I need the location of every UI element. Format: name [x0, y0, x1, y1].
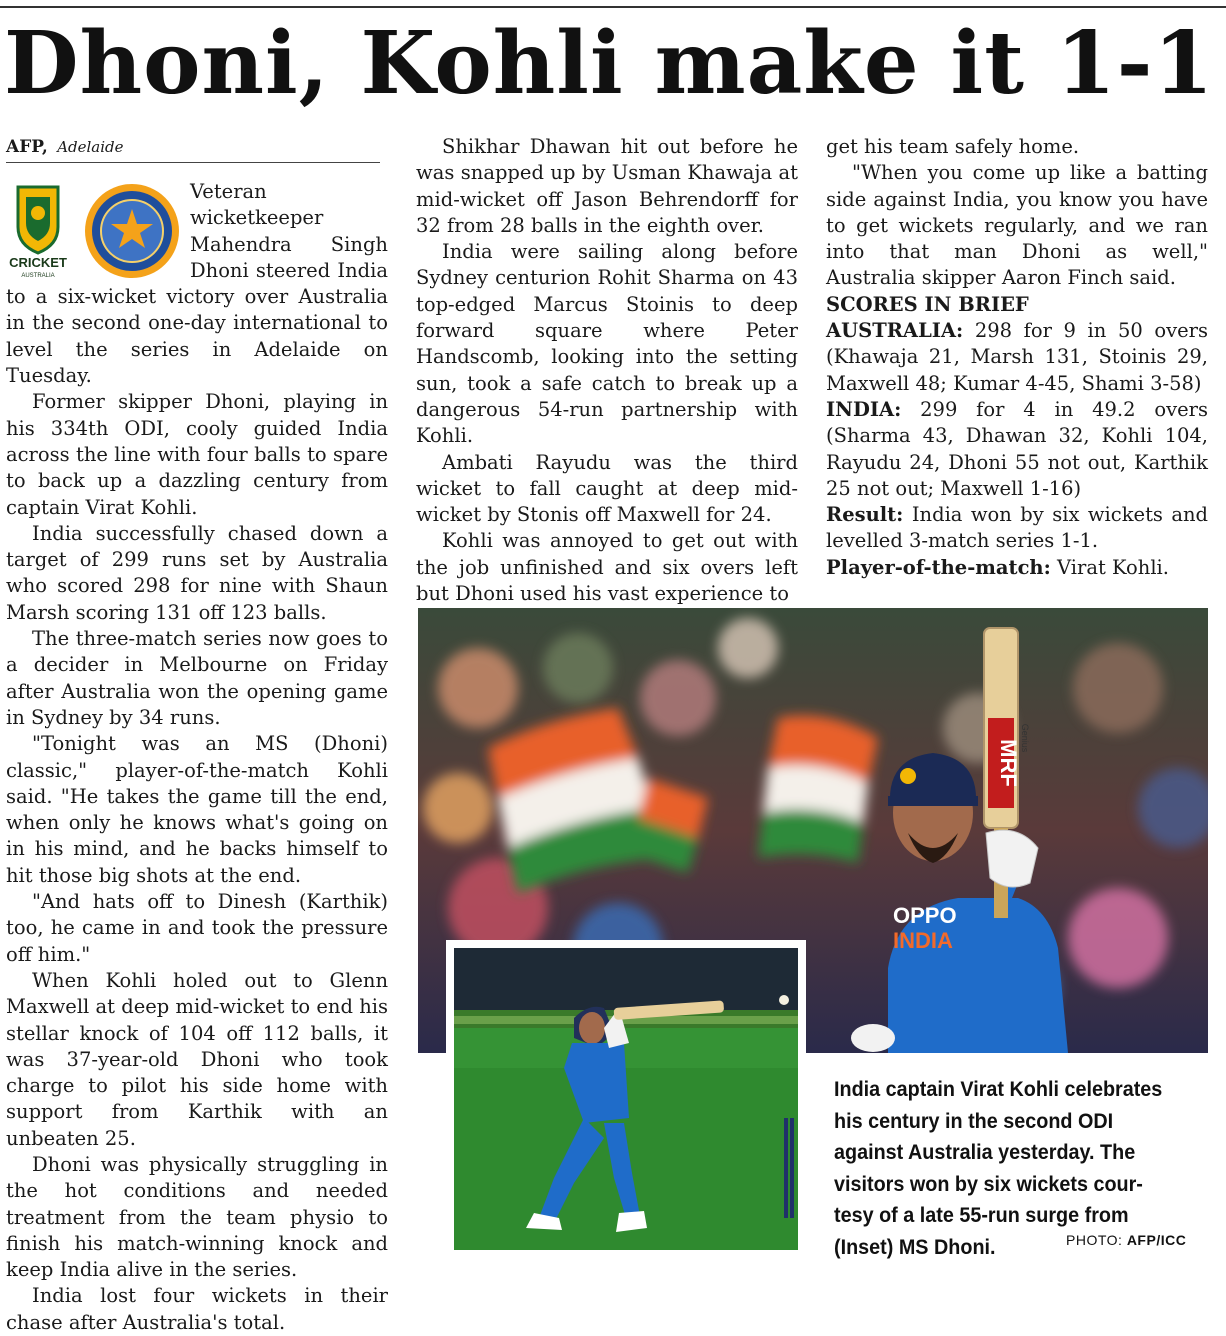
paragraph: get his team safely home. — [826, 135, 1080, 158]
result-text: India won by six wickets and levelled 3-match series 1-1. — [826, 503, 1209, 553]
paragraph: Shikhar Dhawan hit out before he was snapped up by Usman Khawaja at mid-wicket off Jason Behrendorff for 32 from 28 balls in the eighth over. — [416, 135, 798, 237]
score-australia — [826, 318, 1208, 397]
jersey-team-text: INDIA — [893, 928, 953, 953]
score-india — [826, 397, 1208, 502]
result-label: Result: — [826, 503, 904, 527]
paragraph: When Kohli holed out to Glenn Maxwell at deep mid-wicket to end his stellar knock of 104 off 112 balls, it was 37-year-old Dhoni who took charge to pilot his side home with support from Karthik with an unbeaten 25. — [6, 968, 388, 1150]
inset-photo-illustration — [454, 948, 798, 1250]
paragraph: Kohli was annoyed to get out with the job unfinished and six overs left but Dhoni used his vast experience to — [416, 529, 798, 606]
cricket-australia-logo — [6, 183, 70, 279]
result — [826, 502, 1208, 555]
potm-text: Virat Kohli. — [1057, 555, 1169, 579]
bat-brand-text: Genius — [1020, 723, 1030, 753]
byline-rule — [6, 162, 380, 163]
caption-line: (Inset) MS Dhoni. — [834, 1234, 996, 1259]
paragraph: Former skipper Dhoni, playing in his 334th ODI, cooly guided India across the line with four balls to spare to back up a dazzling century from captain Virat Kohli. — [6, 390, 388, 519]
caption-line: India captain Virat Kohli celebrates — [834, 1077, 1163, 1101]
caption-line: tesy of a late 55-run surge from — [834, 1203, 1129, 1227]
jersey-sponsor-text: OPPO — [893, 903, 957, 928]
scores-heading: SCORES IN BRIEF — [826, 292, 1029, 316]
score-australia-text: 298 for 9 in 50 overs (Khawaja 21, Marsh 131, Stoinis 29, Maxwell 48; Kumar 4-45, Shami 3-58) — [826, 319, 1208, 395]
paragraph: Ambati Rayudu was the third wicket to fall caught at deep mid-wicket by Stonis off Maxwell for 24. — [416, 450, 798, 527]
paragraph: India successfully chased down a target of 299 runs set by Australia who scored 298 for nine with Shaun Marsh scoring 131 off 123 balls. — [6, 521, 388, 624]
paragraph: India lost four wickets in their chase after Australia's total. — [6, 1284, 388, 1334]
logo-ca-line2: AUSTRALIA — [21, 273, 55, 279]
paragraph: Dhoni was physically struggling in the hot conditions and needed treatment from the team physio to finish his match-winning knock and keep India alive in the series. — [6, 1152, 388, 1282]
score-india-label: INDIA: — [826, 397, 902, 421]
finch-quote: "When you come up like a batting side against India, you know you have to get wickets regularly, and we ran into that man Dhoni as well," Australia skipper Aaron Finch said. — [826, 161, 1208, 290]
bat-logo-text: MRF — [996, 739, 1021, 787]
potm-label: Player-of-the-match: — [826, 555, 1051, 579]
caption-line: against Australia yesterday. The — [834, 1140, 1136, 1164]
paragraph: India were sailing along before Sydney centurion Rohit Sharma on 43 top-edged Marcus Stoinis to deep forward square where Peter Handscomb, looking into the setting sun, took a safe catch to break up a dangerous 54-run partnership with Kohli. — [416, 240, 798, 448]
headline: Dhoni, Kohli make it 1-1 — [4, 13, 1215, 114]
inset-photo — [446, 940, 806, 1258]
team-logos — [6, 179, 186, 283]
paragraph: The three-match series now goes to a decider in Melbourne on Friday after Australia won the opening game in Sydney by 34 runs. — [6, 627, 388, 729]
score-australia-label: AUSTRALIA: — [826, 319, 964, 343]
byline — [6, 136, 124, 158]
byline-place: Adelaide — [57, 138, 124, 156]
article-column-2 — [416, 134, 798, 607]
paragraph: "And hats off to Dinesh (Karthik) too, he came in and took the pressure off him." — [6, 890, 388, 966]
byline-source: AFP, — [6, 137, 48, 157]
article-column-1 — [6, 179, 388, 1336]
photo-credit — [1066, 1232, 1186, 1248]
paragraph: "Tonight was an MS (Dhoni) classic," player-of-the-match Kohli said. "He takes the game till the end, when only he knows what's going on in his mind, and he backs himself to hit those big shots at the end. — [6, 732, 388, 887]
caption-line: his century in the second ODI — [834, 1108, 1114, 1133]
player-of-match — [826, 555, 1208, 581]
top-rule — [0, 6, 1226, 8]
caption-line: visitors won by six wickets cour- — [834, 1171, 1143, 1196]
article-column-3 — [826, 134, 1208, 581]
credit-source: AFP/ICC — [1126, 1232, 1187, 1248]
score-india-text: 299 for 4 in 49.2 overs (Sharma 43, Dhawan 32, Kohli 104, Rayudu 24, Dhoni 55 not out, Karthik 25 not out; Maxwell 1-16) — [826, 397, 1208, 500]
lead-paragraph: Veteran wicketkeeper Mahendra Singh Dhoni steered India to a six-wicket victory over Australia in the second one-day international to level the series in Adelaide on Tuesday. — [6, 180, 388, 388]
bcci-logo — [82, 181, 182, 281]
logo-ca-line1: CRICKET — [9, 255, 67, 270]
credit-label: PHOTO: — [1066, 1232, 1123, 1248]
